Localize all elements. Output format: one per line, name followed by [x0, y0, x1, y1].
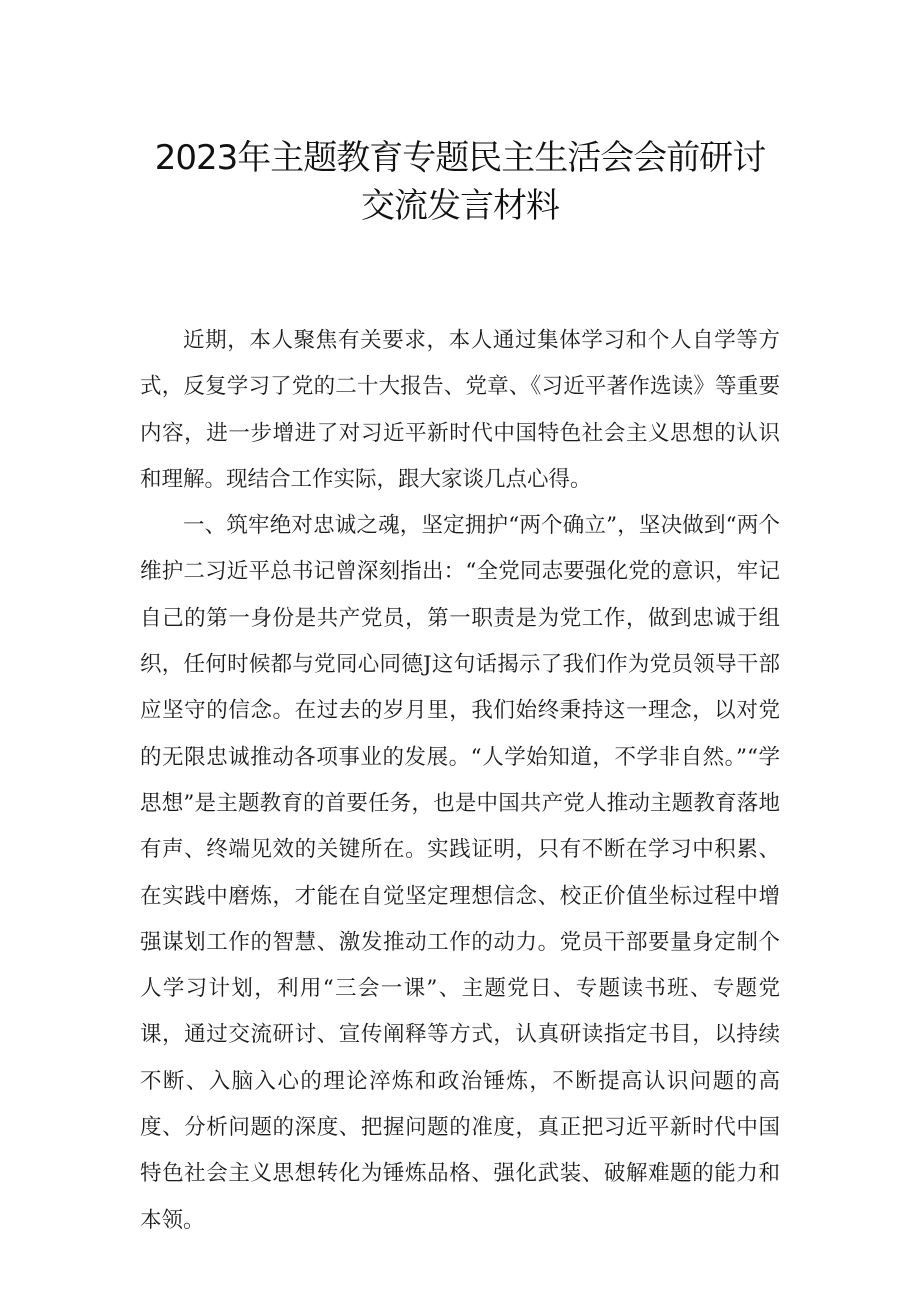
paragraph-intro: 近期，本人聚焦有关要求，本人通过集体学习和个人自学等方式，反复学习了党的二十大报告、党章、《习近平著作选读》等重要内容，进一步增进了对习近平新时代中国特色社会主义思想的认识和理解。现结合工作实际，跟大家谈几点心得。 — [140, 328, 780, 492]
document-title-line-2: 交流发言材料 — [361, 186, 559, 226]
document-title-line-1: 2023年主题教育专题民主生活会会前研讨 — [154, 138, 766, 178]
document-body — [140, 318, 780, 1244]
paragraph-section-one: 一、筑牢绝对忠诚之魂，坚定拥护“两个确立”，坚决做到“两个维护二习近平总书记曾深刻指出：“全党同志要强化党的意识，牢记自己的第一身份是共产党员，第一职责是为党工作，做到忠诚于组织，任何时候都与党同心同德J这句话揭示了我们作为党员领导干部应坚守的信念。在过去的岁月里，我们始终秉持这一理念，以对党的无限忠诚推动各项事业的发展。“人学始知道，不学非自然。”“学思想”是主题教育的首要任务，也是中国共产党人推动主题教育落地有声、终端见效的关键所在。实践证明，只有不断在学习中积累、在实践中磨炼，才能在自觉坚定理想信念、校正价值坐标过程中增强谋划工作的智慧、激发推动工作的动力。党员干部要量身定制个人学习计划，利用“三会一课”、主题党日、专题读书班、专题党课，通过交流研讨、宣传阐释等方式，认真研读指定书目，以持续不断、入脑入心的理论淬炼和政治锤炼，不断提高认识问题的高度、分析问题的深度、把握问题的准度，真正把习近平新时代中国特色社会主义思想转化为锤炼品格、强化武装、破解难题的能力和本领。 — [140, 513, 780, 1233]
